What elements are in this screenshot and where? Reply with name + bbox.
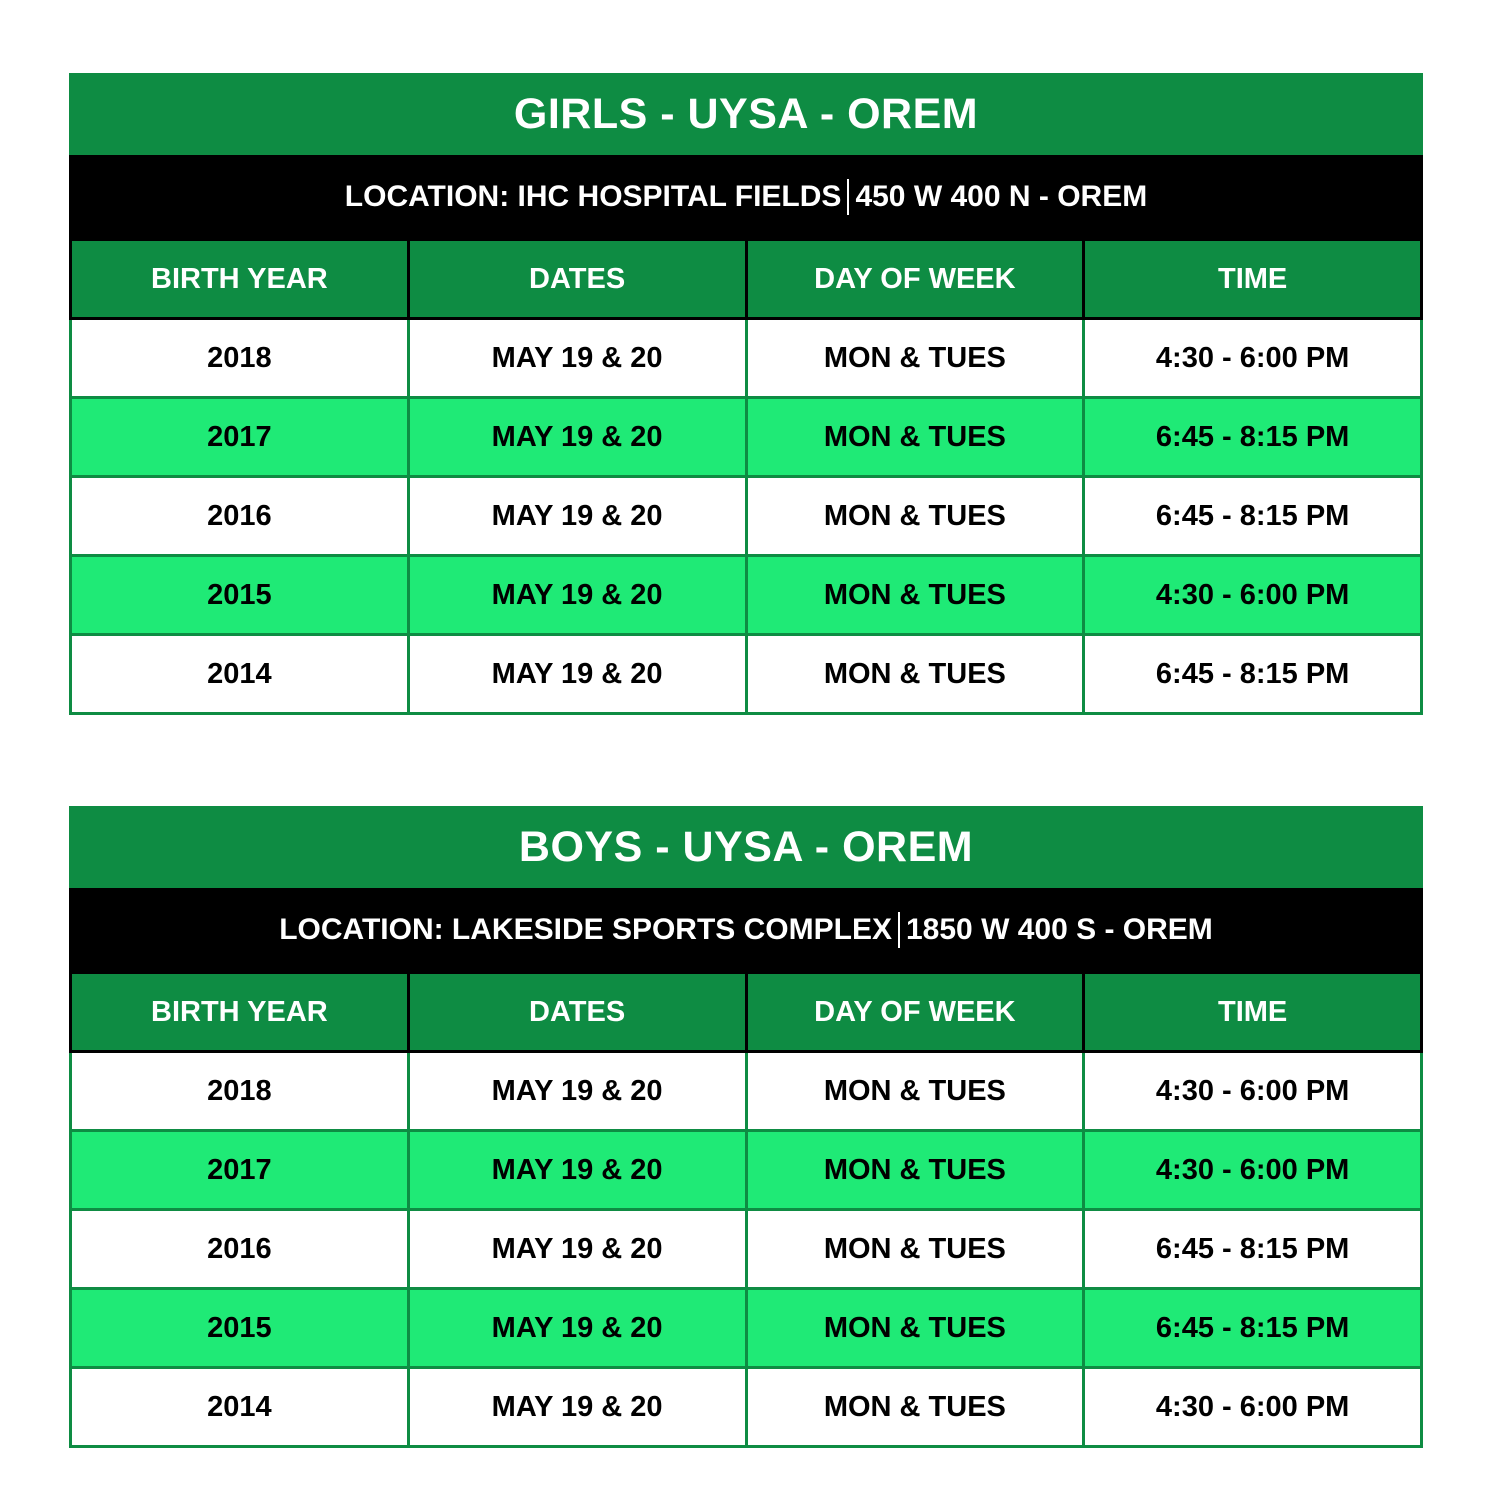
table-row — [71, 1131, 1422, 1210]
day-of-week-cell: MON & TUES — [746, 1289, 1084, 1368]
time-cell: 4:30 - 6:00 PM — [1084, 556, 1422, 635]
day-of-week-cell: MON & TUES — [746, 1131, 1084, 1210]
time-cell: 6:45 - 8:15 PM — [1084, 635, 1422, 714]
boys-location-label: LOCATION: LAKESIDE SPORTS COMPLEX — [279, 912, 892, 946]
table-row — [71, 319, 1422, 398]
boys-title: BOYS - UYSA - OREM — [69, 806, 1423, 888]
day-of-week-cell: MON & TUES — [746, 1210, 1084, 1289]
birth-year-cell: 2017 — [71, 1131, 409, 1210]
birth-year-cell: 2015 — [71, 1289, 409, 1368]
column-header-day-of-week: DAY OF WEEK — [746, 240, 1084, 319]
girls-location-label: LOCATION: IHC HOSPITAL FIELDS — [344, 179, 842, 213]
birth-year-cell: 2018 — [71, 319, 409, 398]
dates-cell: MAY 19 & 20 — [408, 1289, 746, 1368]
day-of-week-cell: MON & TUES — [746, 1368, 1084, 1447]
day-of-week-cell: MON & TUES — [746, 556, 1084, 635]
time-cell: 6:45 - 8:15 PM — [1084, 1289, 1422, 1368]
birth-year-cell: 2016 — [71, 477, 409, 556]
header-row — [71, 240, 1422, 319]
time-cell: 4:30 - 6:00 PM — [1084, 1368, 1422, 1447]
table-row — [71, 635, 1422, 714]
column-header-birth-year: BIRTH YEAR — [71, 973, 409, 1052]
girls-location-bar — [69, 155, 1423, 238]
table-row — [71, 1368, 1422, 1447]
boys-location-bar — [69, 888, 1423, 971]
dates-cell: MAY 19 & 20 — [408, 477, 746, 556]
day-of-week-cell: MON & TUES — [746, 398, 1084, 477]
table-row — [71, 1289, 1422, 1368]
girls-title: GIRLS - UYSA - OREM — [69, 73, 1423, 155]
dates-cell: MAY 19 & 20 — [408, 319, 746, 398]
dates-cell: MAY 19 & 20 — [408, 1210, 746, 1289]
table-row — [71, 1210, 1422, 1289]
boys-table — [69, 971, 1423, 1448]
table-row — [71, 477, 1422, 556]
day-of-week-cell: MON & TUES — [746, 635, 1084, 714]
birth-year-cell: 2017 — [71, 398, 409, 477]
column-header-dates: DATES — [408, 240, 746, 319]
time-cell: 4:30 - 6:00 PM — [1084, 1131, 1422, 1210]
birth-year-cell: 2016 — [71, 1210, 409, 1289]
dates-cell: MAY 19 & 20 — [408, 635, 746, 714]
birth-year-cell: 2014 — [71, 1368, 409, 1447]
location-separator — [847, 179, 849, 215]
location-separator — [898, 912, 900, 948]
table-row — [71, 1052, 1422, 1131]
dates-cell: MAY 19 & 20 — [408, 398, 746, 477]
girls-address: 450 W 400 N - OREM — [855, 179, 1148, 213]
table-row — [71, 398, 1422, 477]
time-cell: 4:30 - 6:00 PM — [1084, 319, 1422, 398]
time-cell: 6:45 - 8:15 PM — [1084, 1210, 1422, 1289]
dates-cell: MAY 19 & 20 — [408, 1131, 746, 1210]
day-of-week-cell: MON & TUES — [746, 1052, 1084, 1131]
column-header-dates: DATES — [408, 973, 746, 1052]
birth-year-cell: 2018 — [71, 1052, 409, 1131]
girls-table — [69, 238, 1423, 715]
dates-cell: MAY 19 & 20 — [408, 1052, 746, 1131]
time-cell: 6:45 - 8:15 PM — [1084, 477, 1422, 556]
birth-year-cell: 2014 — [71, 635, 409, 714]
column-header-time: TIME — [1084, 240, 1422, 319]
dates-cell: MAY 19 & 20 — [408, 1368, 746, 1447]
day-of-week-cell: MON & TUES — [746, 319, 1084, 398]
day-of-week-cell: MON & TUES — [746, 477, 1084, 556]
dates-cell: MAY 19 & 20 — [408, 556, 746, 635]
time-cell: 4:30 - 6:00 PM — [1084, 1052, 1422, 1131]
girls-schedule — [69, 73, 1423, 715]
boys-schedule — [69, 806, 1423, 1448]
birth-year-cell: 2015 — [71, 556, 409, 635]
boys-address: 1850 W 400 S - OREM — [906, 912, 1213, 946]
column-header-time: TIME — [1084, 973, 1422, 1052]
time-cell: 6:45 - 8:15 PM — [1084, 398, 1422, 477]
header-row — [71, 973, 1422, 1052]
column-header-birth-year: BIRTH YEAR — [71, 240, 409, 319]
table-row — [71, 556, 1422, 635]
column-header-day-of-week: DAY OF WEEK — [746, 973, 1084, 1052]
